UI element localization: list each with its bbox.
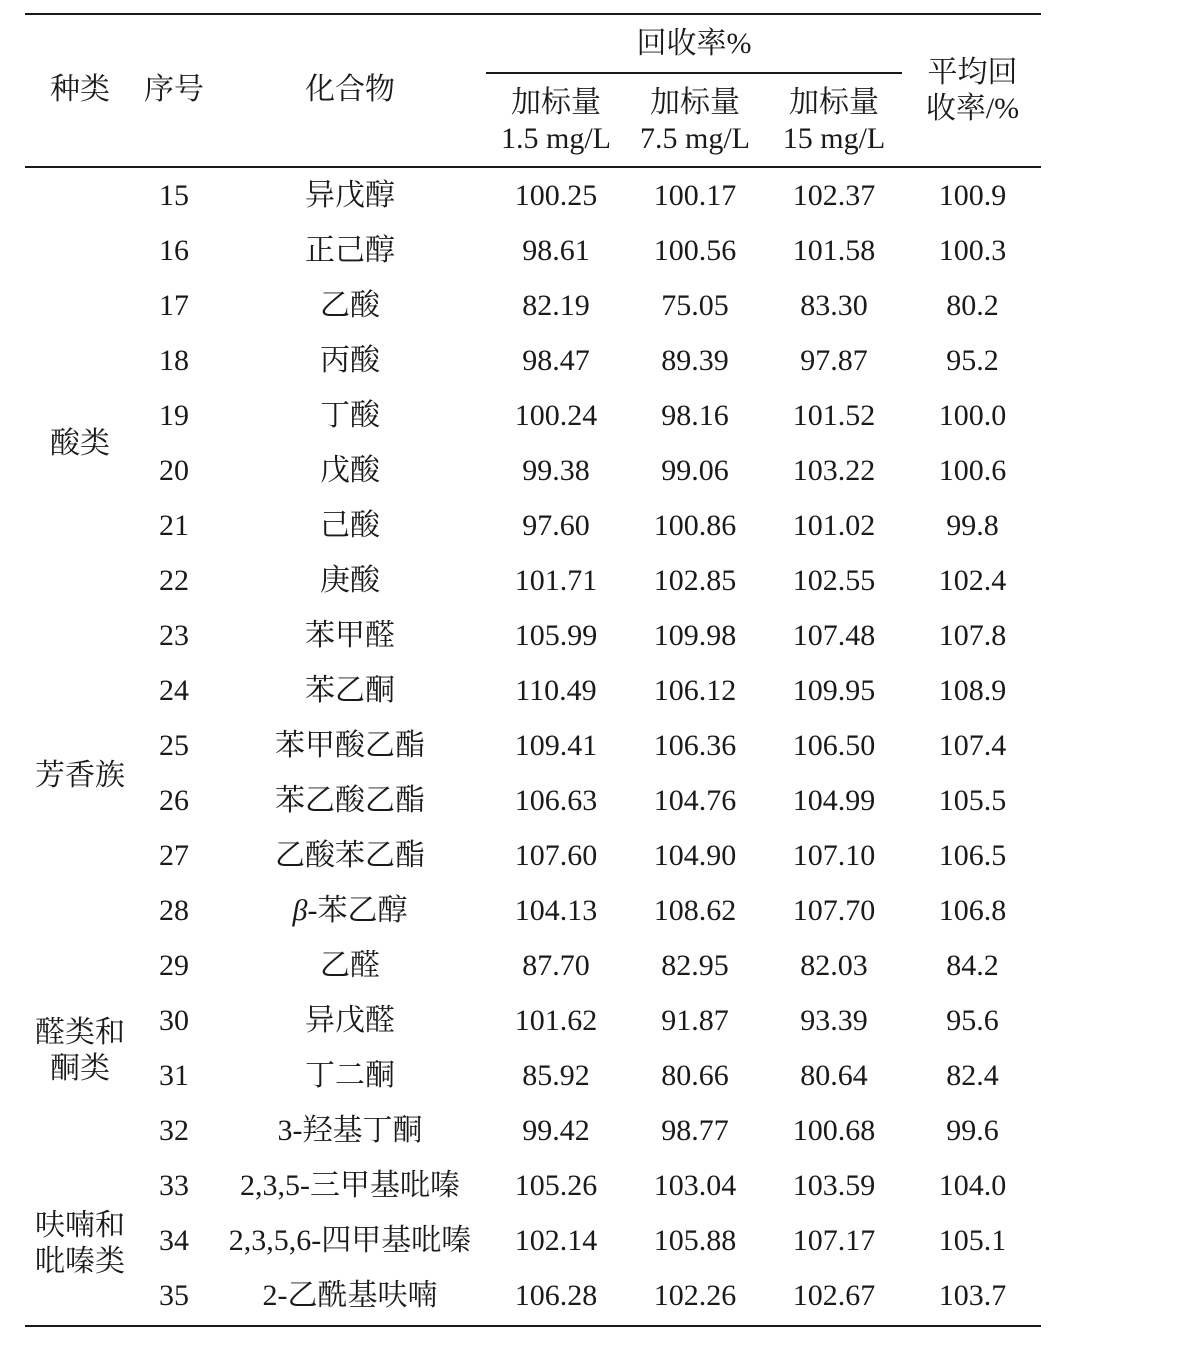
table-row: [0, 883, 1190, 938]
compound-name: 2,3,5,6-四甲基吡嗪: [228, 1224, 472, 1257]
table-row: [0, 608, 1190, 663]
recovery-15: 102.37: [792, 179, 876, 212]
recovery-15: 103.22: [792, 454, 876, 487]
table-row: [0, 1103, 1190, 1158]
row-index: 17: [159, 289, 189, 322]
recovery-7-5: 75.05: [661, 289, 729, 322]
table-row: [0, 553, 1190, 608]
recovery-7-5: 104.90: [653, 839, 737, 872]
compound-name: 苯乙酮: [305, 674, 395, 707]
compound-name: 乙醛: [320, 949, 380, 982]
recovery-15: 82.03: [800, 949, 868, 982]
recovery-1-5: 82.19: [522, 289, 590, 322]
row-index: 25: [159, 729, 189, 762]
recovery-15: 102.67: [792, 1279, 876, 1312]
recovery-average: 100.9: [938, 179, 1007, 212]
recovery-15: 100.68: [792, 1114, 876, 1147]
recovery-15: 104.99: [792, 784, 876, 817]
recovery-1-5: 99.38: [522, 454, 590, 487]
row-index: 21: [159, 509, 189, 542]
row-index: 28: [159, 894, 189, 927]
recovery-average: 100.6: [938, 454, 1007, 487]
recovery-average: 102.4: [938, 564, 1007, 597]
table-bottom-rule: [25, 1325, 1041, 1327]
recovery-1-5: 102.14: [514, 1224, 598, 1257]
table-row: [0, 333, 1190, 388]
row-index: 34: [159, 1224, 189, 1257]
row-index: 23: [159, 619, 189, 652]
recovery-average: 82.4: [946, 1059, 999, 1092]
recovery-15: 109.95: [792, 674, 876, 707]
recovery-7-5: 104.76: [653, 784, 737, 817]
recovery-15: 97.87: [800, 344, 868, 377]
recovery-7-5: 100.17: [653, 179, 737, 212]
table-row: [0, 1268, 1190, 1323]
compound-name: 苯甲醛: [305, 619, 395, 652]
recovery-1-5: 107.60: [514, 839, 598, 872]
recovery-1-5: 109.41: [514, 729, 598, 762]
recovery-15: 106.50: [792, 729, 876, 762]
compound-name: 庚酸: [320, 564, 380, 597]
recovery-1-5: 97.60: [522, 509, 590, 542]
row-index: 20: [159, 454, 189, 487]
table-row: [0, 443, 1190, 498]
recovery-1-5: 101.62: [514, 1004, 598, 1037]
recovery-15: 107.10: [792, 839, 876, 872]
compound-name: [205, 883, 495, 938]
row-index: 26: [159, 784, 189, 817]
table-row: [0, 993, 1190, 1048]
recovery-15: 80.64: [800, 1059, 868, 1092]
recovery-average: 84.2: [946, 949, 999, 982]
recovery-1-5: 106.63: [514, 784, 598, 817]
recovery-average: 100.3: [938, 234, 1007, 267]
row-index: 24: [159, 674, 189, 707]
table-row: [0, 168, 1190, 223]
recovery-1-5: 85.92: [522, 1059, 590, 1092]
recovery-7-5: 100.56: [653, 234, 737, 267]
recovery-1-5: 100.24: [514, 399, 598, 432]
recovery-average: 107.4: [938, 729, 1007, 762]
header-spike-2: 加标量 7.5 mg/L: [640, 86, 750, 155]
header-spike-3: 加标量 15 mg/L: [782, 86, 886, 155]
recovery-average: 105.1: [938, 1224, 1007, 1257]
row-index: 30: [159, 1004, 189, 1037]
compound-name: 乙酸苯乙酯: [275, 839, 425, 872]
compound-name: 2-乙酰基呋喃: [262, 1279, 438, 1312]
table-row: [0, 278, 1190, 333]
table-row: [0, 828, 1190, 883]
compound-name: 己酸: [320, 509, 380, 542]
recovery-7-5: 98.16: [661, 399, 729, 432]
header-recovery-group: 回收率%: [636, 27, 752, 60]
recovery-average: 103.7: [938, 1279, 1007, 1312]
recovery-15: 101.58: [792, 234, 876, 267]
recovery-average: 106.5: [938, 839, 1007, 872]
recovery-average: 107.8: [938, 619, 1007, 652]
compound-name: 戊酸: [320, 454, 380, 487]
recovery-average: 99.6: [946, 1114, 999, 1147]
recovery-7-5: 89.39: [661, 344, 729, 377]
recovery-15: 83.30: [800, 289, 868, 322]
header-index: 序号: [144, 73, 204, 106]
table-row: [0, 773, 1190, 828]
recovery-average: 99.8: [946, 509, 999, 542]
header-category: 种类: [50, 73, 110, 106]
compound-name: 乙酸: [320, 289, 380, 322]
recovery-1-5: 100.25: [514, 179, 598, 212]
recovery-1-5: 110.49: [515, 674, 597, 707]
recovery-average: 95.2: [946, 344, 999, 377]
recovery-15: 93.39: [800, 1004, 868, 1037]
recovery-1-5: 101.71: [514, 564, 598, 597]
compound-name: 异戊醛: [305, 1004, 395, 1037]
recovery-7-5: 98.77: [661, 1114, 729, 1147]
row-index: 19: [159, 399, 189, 432]
recovery-7-5: 91.87: [661, 1004, 729, 1037]
category-label: 酸类: [50, 427, 110, 460]
recovery-15: 101.02: [792, 509, 876, 542]
row-index: 15: [159, 179, 189, 212]
recovery-15: 102.55: [792, 564, 876, 597]
recovery-average: 105.5: [938, 784, 1007, 817]
compound-name: 丙酸: [320, 344, 380, 377]
greek-prefix: β: [292, 894, 308, 927]
recovery-1-5: 105.26: [514, 1169, 598, 1202]
recovery-15: 103.59: [792, 1169, 876, 1202]
recovery-7-5: 109.98: [653, 619, 737, 652]
recovery-7-5: 102.26: [653, 1279, 737, 1312]
header-spike-1: 加标量 1.5 mg/L: [501, 86, 611, 155]
recovery-average: 106.8: [938, 894, 1007, 927]
compound-name: 苯甲酸乙酯: [275, 729, 425, 762]
table-row: [0, 1158, 1190, 1213]
recovery-1-5: 87.70: [522, 949, 590, 982]
recovery-1-5: 99.42: [522, 1114, 590, 1147]
recovery-7-5: 103.04: [653, 1169, 737, 1202]
compound-name: 2,3,5-三甲基吡嗪: [240, 1169, 460, 1202]
table-row: [0, 663, 1190, 718]
recovery-1-5: 104.13: [514, 894, 598, 927]
header-compound: 化合物: [305, 73, 395, 106]
table-row: [0, 1213, 1190, 1268]
recovery-7-5: 102.85: [653, 564, 737, 597]
recovery-7-5: 105.88: [653, 1224, 737, 1257]
recovery-7-5: 100.86: [653, 509, 737, 542]
row-index: 35: [159, 1279, 189, 1312]
row-index: 27: [159, 839, 189, 872]
compound-name: 正己醇: [305, 234, 395, 267]
recovery-7-5: 80.66: [661, 1059, 729, 1092]
recovery-15: 107.17: [792, 1224, 876, 1257]
category-label: 呋喃和 吡嗪类: [35, 1209, 125, 1278]
table-row: [0, 223, 1190, 278]
recovery-7-5: 108.62: [653, 894, 737, 927]
recovery-7-5: 106.12: [653, 674, 737, 707]
table-row: [0, 1048, 1190, 1103]
row-index: 22: [159, 564, 189, 597]
compound-name-rest: -苯乙醇: [307, 894, 408, 927]
recovery-1-5: 105.99: [514, 619, 598, 652]
recovery-1-5: 98.61: [522, 234, 590, 267]
recovery-7-5: 99.06: [661, 454, 729, 487]
compound-name: 异戊醇: [305, 179, 395, 212]
category-label: 醛类和 酮类: [35, 1016, 125, 1085]
recovery-average: 80.2: [946, 289, 999, 322]
category-label: 芳香族: [35, 759, 125, 792]
row-index: 29: [159, 949, 189, 982]
row-index: 18: [159, 344, 189, 377]
table-row: [0, 498, 1190, 553]
row-index: 16: [159, 234, 189, 267]
recovery-average: 104.0: [938, 1169, 1007, 1202]
recovery-average: 108.9: [938, 674, 1007, 707]
compound-name: 苯乙酸乙酯: [275, 784, 425, 817]
row-index: 32: [159, 1114, 189, 1147]
recovery-15: 107.48: [792, 619, 876, 652]
table-row: [0, 388, 1190, 443]
header-average: 平均回 收率/%: [925, 56, 1020, 125]
recovery-average: 95.6: [946, 1004, 999, 1037]
compound-name: 丁酸: [320, 399, 380, 432]
recovery-1-5: 106.28: [514, 1279, 598, 1312]
recovery-15: 107.70: [792, 894, 876, 927]
recovery-7-5: 106.36: [653, 729, 737, 762]
row-index: 33: [159, 1169, 189, 1202]
recovery-1-5: 98.47: [522, 344, 590, 377]
table-row: [0, 718, 1190, 773]
recovery-15: 101.52: [792, 399, 876, 432]
recovery-7-5: 82.95: [661, 949, 729, 982]
recovery-average: 100.0: [938, 399, 1007, 432]
recovery-group-rule: [486, 72, 902, 74]
table-row: [0, 938, 1190, 993]
compound-name: 3-羟基丁酮: [277, 1114, 423, 1147]
table-top-rule: [25, 13, 1041, 15]
row-index: 31: [159, 1059, 189, 1092]
compound-name: 丁二酮: [305, 1059, 395, 1092]
